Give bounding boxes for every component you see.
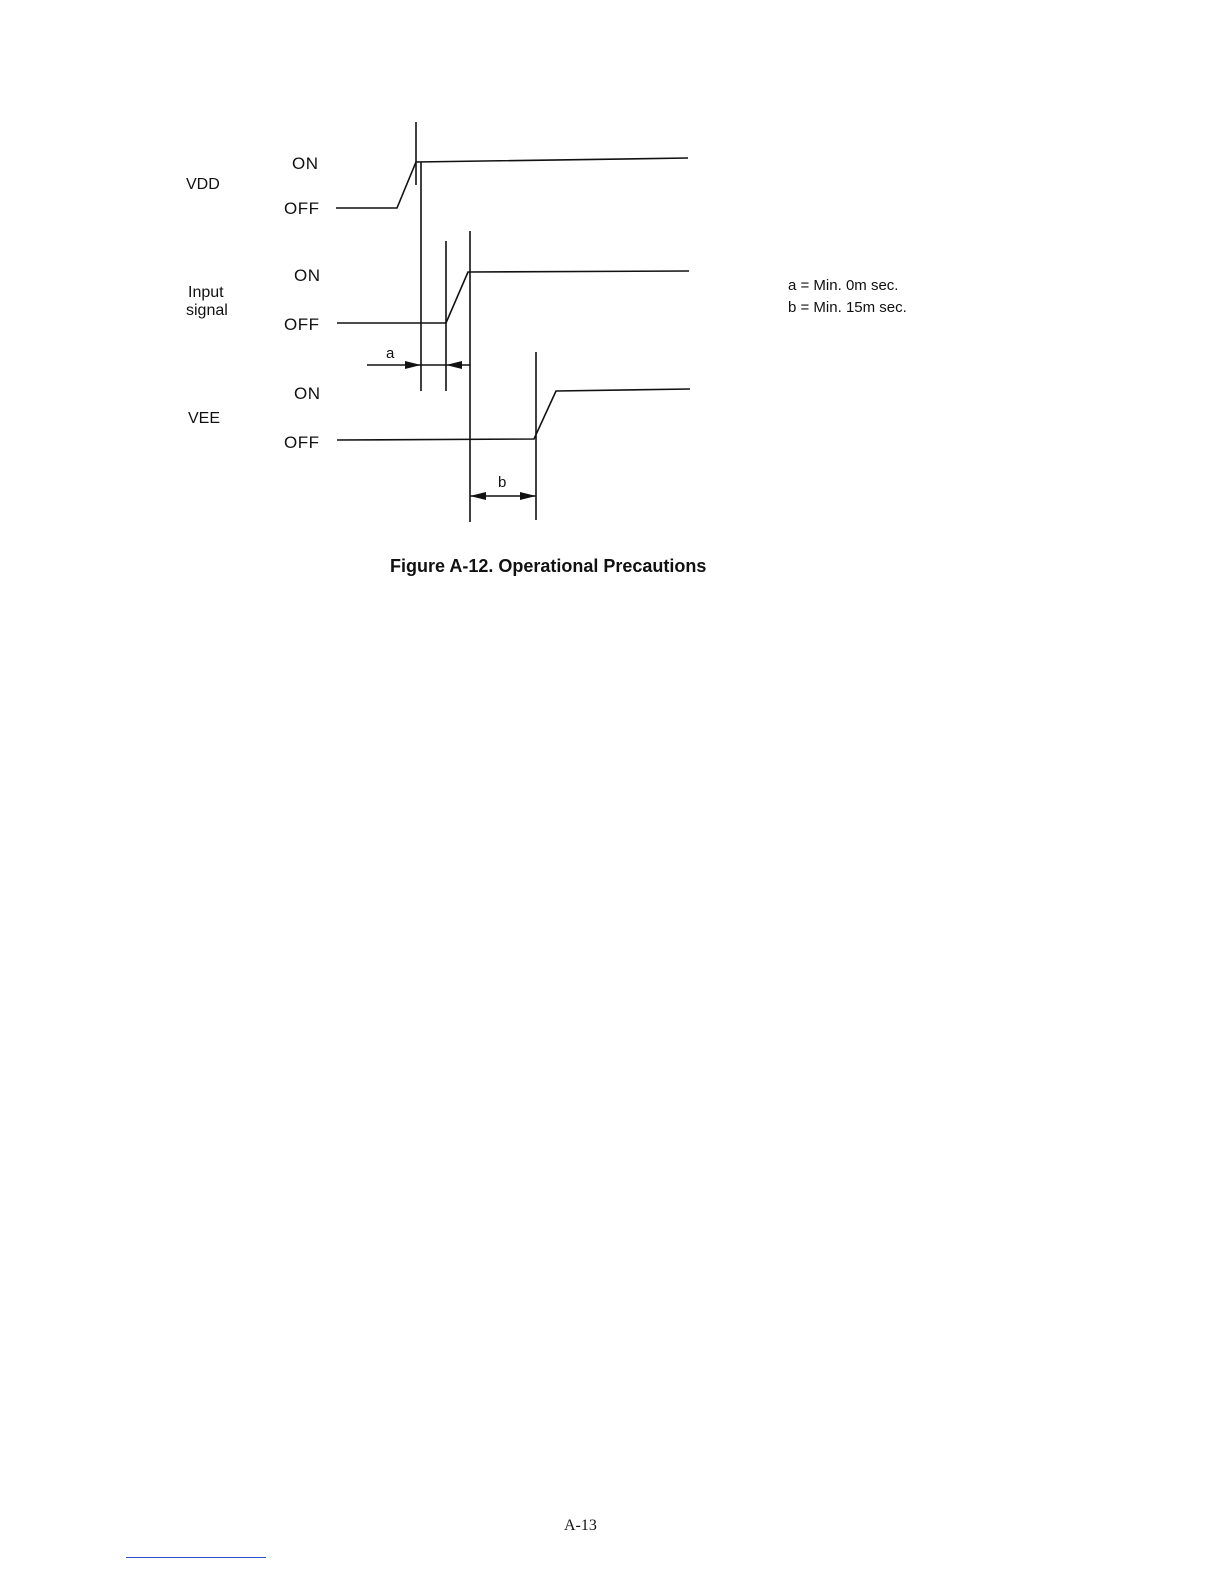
b-arrowhead-left (470, 492, 486, 500)
signal-name-input-line2: signal (186, 302, 228, 319)
marker-b: b (498, 474, 507, 491)
vdd-off-label: OFF (284, 199, 320, 218)
figure-caption: Figure A-12. Operational Precautions (390, 556, 707, 576)
vee-on-label: ON (294, 384, 321, 403)
a-arrowhead-right (405, 361, 421, 369)
signal-name-input-line1: Input (188, 284, 224, 301)
vee-waveform (337, 389, 690, 440)
note-a: a = Min. 0m sec. (788, 277, 899, 294)
vdd-waveform (336, 158, 688, 208)
marker-a: a (386, 345, 395, 362)
vee-off-label: OFF (284, 433, 320, 452)
footer-rule (126, 1557, 266, 1558)
input-waveform (337, 271, 689, 323)
b-arrowhead-right (520, 492, 536, 500)
vdd-on-label: ON (292, 154, 319, 173)
a-arrowhead-left (446, 361, 462, 369)
note-b: b = Min. 15m sec. (788, 299, 907, 316)
input-on-label: ON (294, 266, 321, 285)
page-number: A-13 (564, 1517, 597, 1534)
signal-name-vee: VEE (188, 410, 221, 427)
input-off-label: OFF (284, 315, 320, 334)
signal-name-vdd: VDD (186, 176, 220, 193)
